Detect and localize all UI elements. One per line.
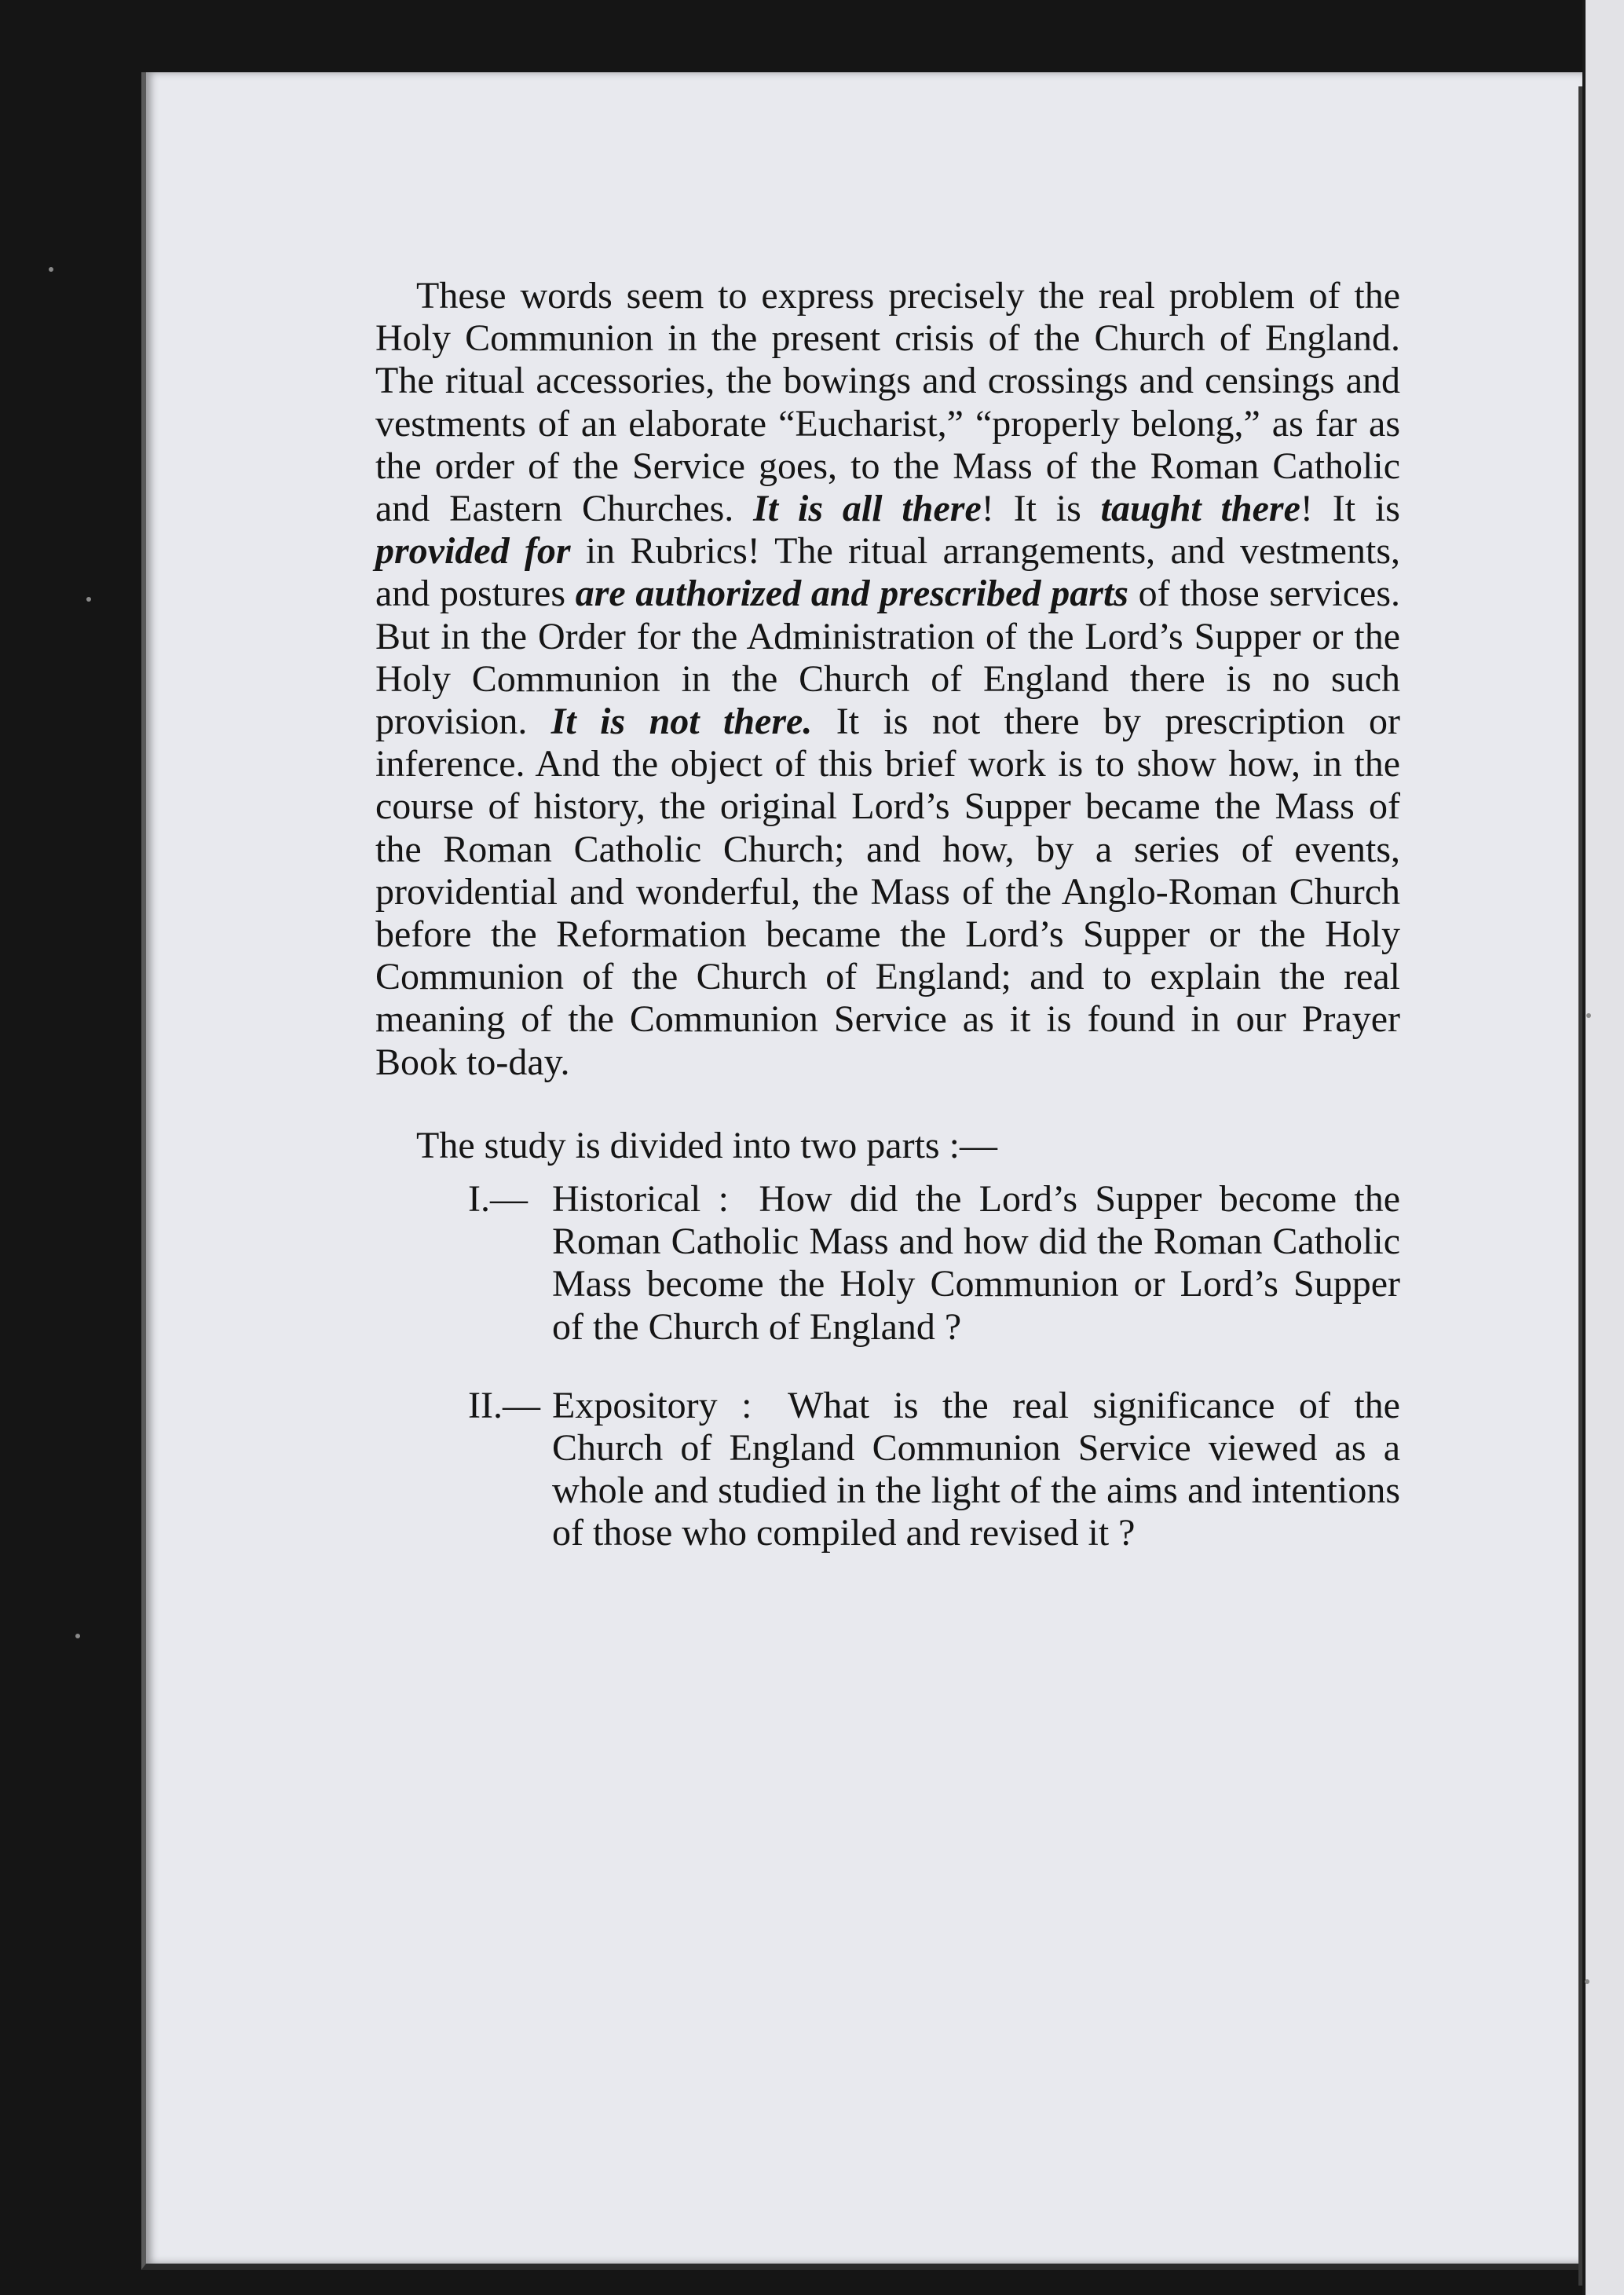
paragraph-segment: ! It is [981, 488, 1101, 530]
part-label: Expository : [552, 1384, 752, 1426]
paragraph-segment: These words seem to express precisely the real problem of the Holy Communion in the present crisis of the Church of England. The ritual accessories, the bowings and crossings and censings and vestments of an elaborate “Eucharist,” “properly belong,” as far as the order of the Service goes, to the Mass of the Roman Catholic and Eastern Churches. [375, 275, 1400, 530]
next-page-edge [1582, 0, 1624, 2295]
paragraph-segment-italic: are authorized and prescribed parts [575, 573, 1128, 615]
part-description: What is the real significance of the Church of England Communion Service viewed as a whole and studied in the light of the aims and intentions of those who compiled and revised it ? [552, 1384, 1400, 1554]
scan-speck [49, 267, 53, 272]
paragraph-segment-italic: provided for [375, 530, 571, 573]
body-paragraph [375, 275, 1400, 1084]
part-label: Historical : [552, 1178, 729, 1221]
scan-speck [86, 597, 91, 602]
paragraph-segment: ! It is [1300, 488, 1400, 530]
part-item [375, 1385, 1400, 1555]
page-text [375, 275, 1400, 1555]
paragraph-segment: of those services. But in the Order for the Administration of the Lord’s Supper or the Holy Communion in the Church of England there is no such provision. [375, 573, 1401, 743]
paragraph-segment: It is not there by prescription or inference. And the object of this brief work is to show how, in the course of history, the original Lord’s Supper became the Mass of the Roman Catholic Church; and how, by a series of events, providential and wonderful, the Mass of the Anglo-Roman Church before the Reformation became the Lord’s Supper or the Holy Communion of the Church of England; and to explain the real meaning of the Communion Service as it is found in our Prayer Book to-day. [375, 701, 1400, 1083]
paragraph-segment-italic: taught there [1100, 488, 1300, 530]
parts-intro: The study is divided into two parts :— [416, 1124, 997, 1166]
paragraph-segment-italic: It is all there [753, 488, 982, 530]
scan-speck [1586, 1013, 1591, 1018]
paragraph-segment: in Rubrics! The ritual arrangements, and vestments, and postures [375, 530, 1400, 615]
scan-speck [1585, 1979, 1589, 1984]
part-number: I.— [468, 1178, 528, 1221]
part-number: II.— [468, 1384, 540, 1426]
scan-speck [75, 1634, 80, 1638]
part-item [375, 1178, 1400, 1349]
part-description: How did the Lord’s Supper become the Roman Catholic Mass and how did the Roman Catholic Mass become the Holy Communion or Lord’s Supper of the Church of England ? [552, 1178, 1400, 1348]
paragraph-segment-italic: It is not there. [550, 701, 813, 743]
